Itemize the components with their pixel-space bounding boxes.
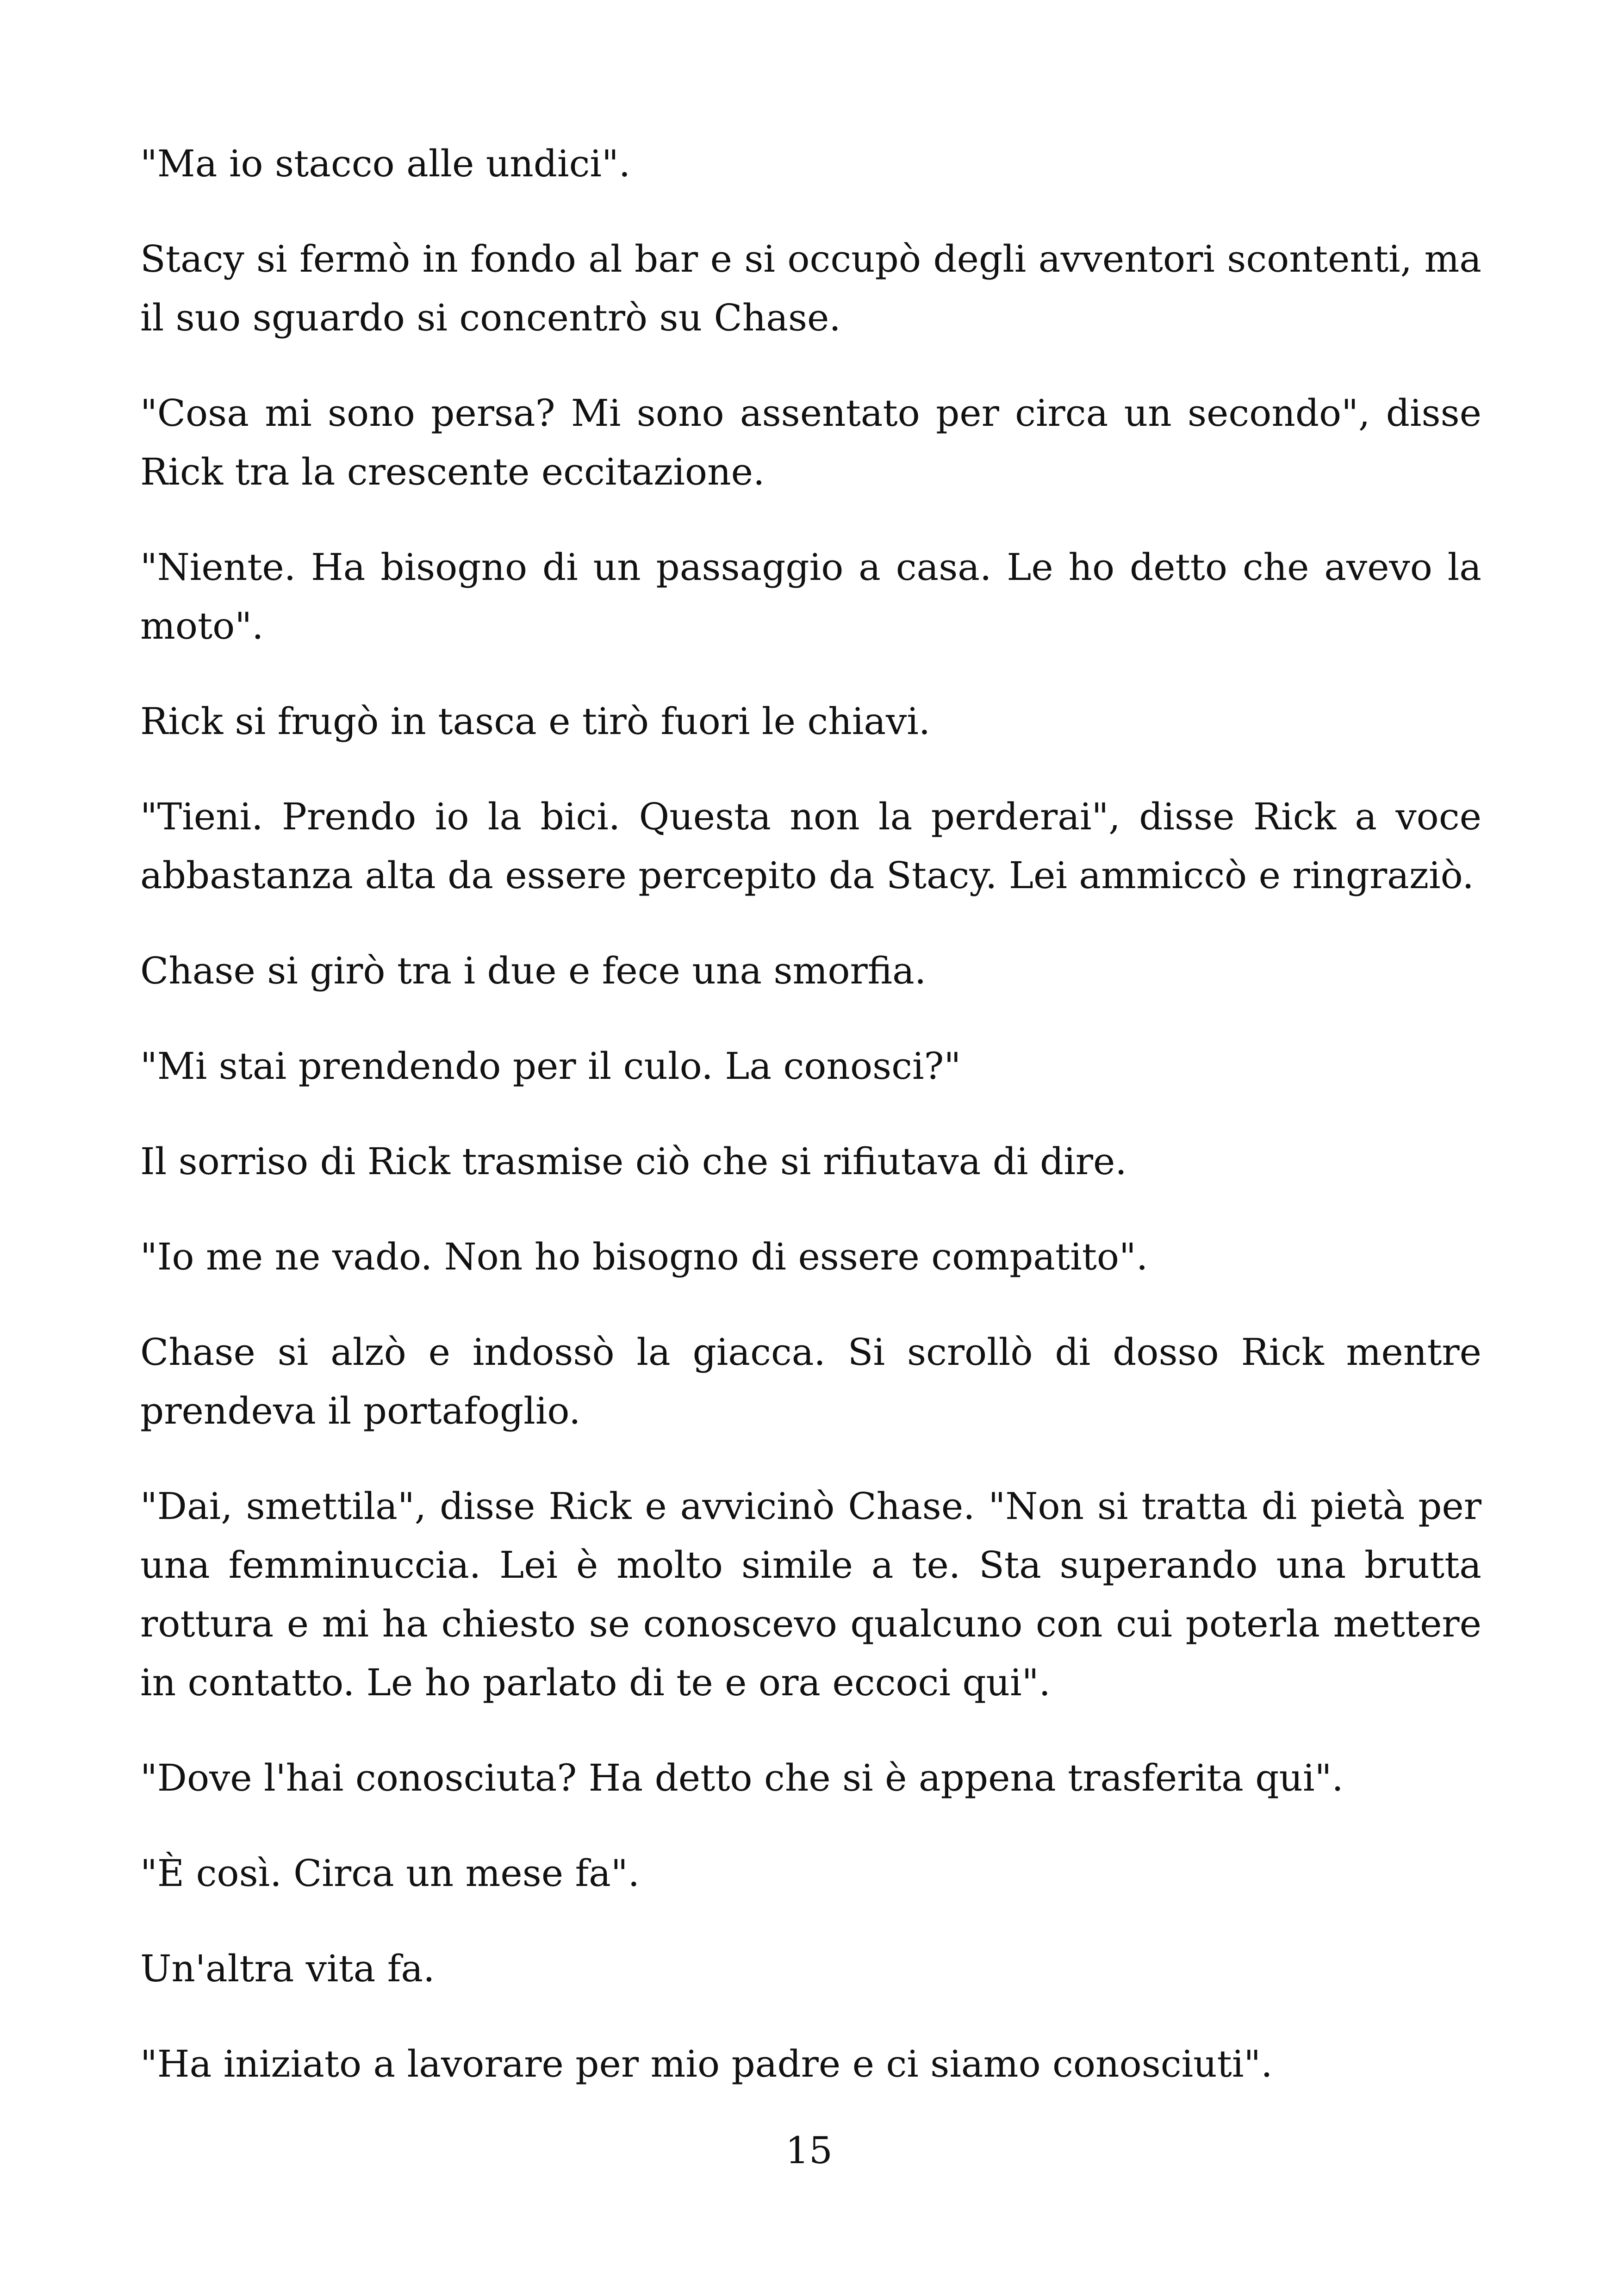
paragraph: "Dai, smettila", disse Rick e avvicinò Chase. "Non si tratta di pietà per una femminuccia. Lei è molto simile a te. Sta superando una brutta rottura e mi ha chiesto se conoscevo qualcuno con cui poterla mettere in contatto. Le ho parlato di te e ora eccoci qui". [140,1485,1481,1704]
paragraph: Chase si alzò e indossò la giacca. Si scrollò di dosso Rick mentre prendeva il portafoglio. [140,1331,1481,1432]
paragraph: Chase si girò tra i due e fece una smorfia. [140,949,927,992]
paragraph: Il sorriso di Rick trasmise ciò che si rifiutava di dire. [140,1140,1127,1183]
paragraph: Rick si frugò in tasca e tirò fuori le chiavi. [140,700,931,743]
paragraph: "Ma io stacco alle undici". [140,142,631,185]
paragraph: "Niente. Ha bisogno di un passaggio a casa. Le ho detto che avevo la moto". [140,546,1481,647]
paragraph: "Ha iniziato a lavorare per mio padre e ci siamo conosciuti". [140,2042,1273,2085]
paragraph: "Io me ne vado. Non ho bisogno di essere compatito". [140,1235,1148,1278]
body-text [140,134,1481,2093]
page-number: 15 [785,2129,833,2172]
paragraph: Un'altra vita fa. [140,1947,435,1990]
paragraph: "Cosa mi sono persa? Mi sono assentato per circa un secondo", disse Rick tra la crescente eccitazione. [140,392,1481,493]
paragraph: "Mi stai prendendo per il culo. La conosci?" [140,1045,961,1088]
paragraph: Stacy si fermò in fondo al bar e si occupò degli avventori scontenti, ma il suo sguardo si concentrò su Chase. [140,237,1481,339]
paragraph: "È così. Circa un mese fa". [140,1852,640,1895]
paragraph: "Dove l'hai conosciuta? Ha detto che si è appena trasferita qui". [140,1756,1344,1799]
paragraph: "Tieni. Prendo io la bici. Questa non la perderai", disse Rick a voce abbastanza alta da essere percepito da Stacy. Lei ammiccò e ringraziò. [140,795,1481,897]
